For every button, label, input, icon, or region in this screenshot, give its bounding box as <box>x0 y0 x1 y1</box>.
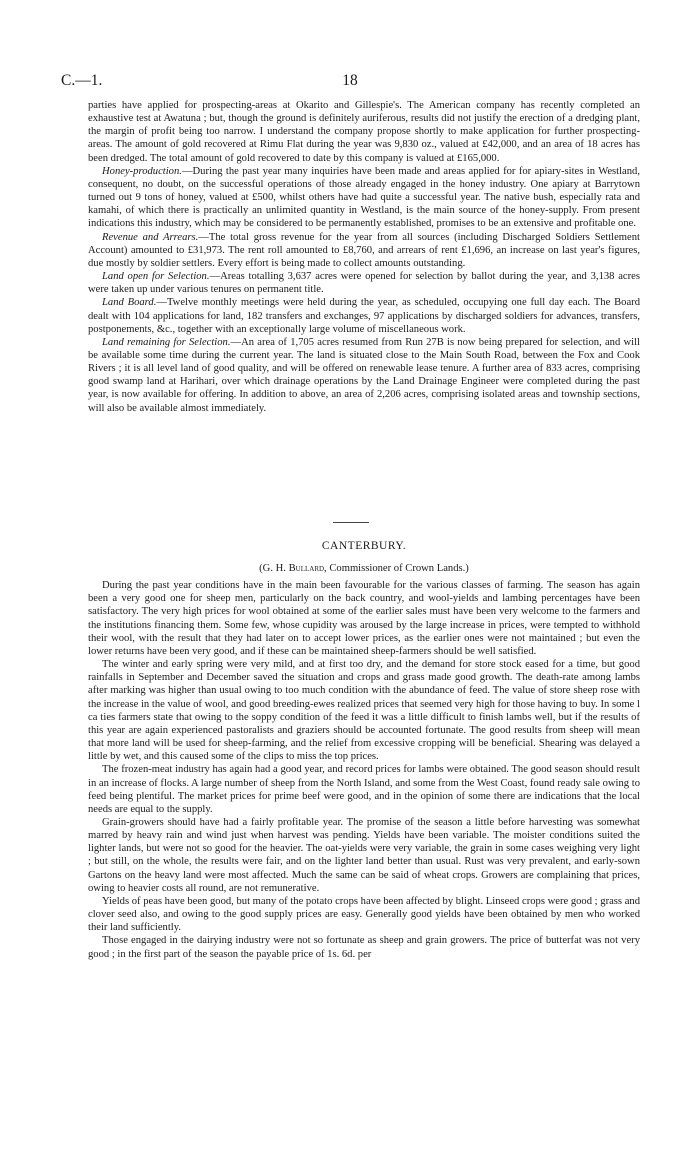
document-reference: C.—1. <box>61 72 103 89</box>
section-title-canterbury: CANTERBURY. <box>321 540 407 552</box>
paragraph-land-remaining <box>88 336 640 415</box>
paragraph-honey <box>88 165 640 231</box>
section-divider <box>333 522 369 523</box>
canterbury-section <box>88 562 640 961</box>
subheading-land-board: Land Board. <box>102 297 157 309</box>
westland-section <box>88 99 640 415</box>
subheading-honey: Honey-production. <box>102 165 182 177</box>
commissioner-open: (G. H. <box>259 563 289 574</box>
paragraph-land-open <box>88 270 640 296</box>
paragraph-land-open-text: —Areas totalling 3,637 acres were opened for selection by ballot during the year, and 3,138 acres were taken up under various tenures on permanent title. <box>88 271 640 296</box>
paragraph-land-remaining-text: —An area of 1,705 acres resumed from Run 27B is now being prepared for selection, and will be available some time during the current year. The land is situated close to the Main South Road, between the Fox and Cook Rivers ; it is all level land of good quality, and will be offered on renewable lease tenure. A further area of 833 acres, comprising good swamp land at Harihari, over which drainage operations by the Land Drainage Engineer were completed during the past year, is now available for offering. In addition to above, an area of 2,206 acres, comprising isolated areas and township sections, will also be available almost immediately. <box>88 336 640 414</box>
paragraph-dredging: parties have applied for prospecting-areas at Okarito and Gillespie's. The American company has recently completed an exhaustive test at Awatuna ; but, though the ground is definitely auriferous, results did not justify the erection of a dredging plant, the margin of profit being too narrow. I understand the company propose shortly to make application for further prospecting-areas. The amount of gold recovered at Rimu Flat during the year was 9,830 oz., valued at £42,000, and an area of 18 acres has been dredged. The total amount of gold recovered to date by this company is valued at £165,000. <box>88 100 640 164</box>
paragraph-land-board <box>88 296 640 335</box>
paragraph-dairying: Those engaged in the dairying industry were not so fortunate as sheep and grain growers. The price of butterfat was not very good ; in the first part of the season the payable price of 1s. 6d. per <box>88 935 640 960</box>
paragraph-revenue-text: —The total gross revenue for the year from all sources (including Discharged Soldiers Settlement Account) amounted to £31,973. The rent roll amounted to £8,760, and arrears of rent £1,696, an increase on last year's figures, due mostly by soldier settlers. Every effort is being made to collect amounts outstanding. <box>88 231 640 269</box>
paragraph-revenue <box>88 231 640 270</box>
subheading-revenue: Revenue and Arrears. <box>102 231 199 243</box>
paragraph-winter: The winter and early spring were very mild, and at first too dry, and the demand for store stock eased for a time, but good rainfalls in September and December saved the situation and crops and grass made good growth. The death-rate among lambs after marking was higher than usual owing to too much condition with the abundance of feed. The value of store sheep rose with the increase in the value of wool, and good breeding-ewes realized prices that seemed very high for those having to buy. In some l ca ties farmers state that owing to the soppy condition of the feed it was a little difficult to finish lambs well, but if the results of this year are again experienced pastoralists and graziers should be accounted fortunate. The good results from sheep will mean that more land will be used for sheep-farming, and the relief from excessive cropping will be beneficial. Shearing was delayed a little by wet, and this caused some of the clips to miss the top prices. <box>88 659 640 763</box>
paragraph-conditions: During the past year conditions have in the main been favourable for the various classes of farming. The season has again been a very good one for sheep men, particularly on the back country, and wool-yields and lambing percentages have been satisfactory. The very high prices for wool obtained at some of the earlier sales must have been very welcome to the farmers and the institutions financing them. Some few, whose cupidity was aroused by the large increase in prices, were tempted to withhold their wool, with the result that they had later on to accept lower prices, as the earlier ones were not maintained ; but even the lower returns have been very good, and if these can be maintained sheep-farmers should be well satisfied. <box>88 580 640 657</box>
commissioner-close: , Commissioner of Crown Lands.) <box>324 563 469 574</box>
subheading-land-open: Land open for Selection. <box>102 271 210 283</box>
commissioner-name: Bullard <box>288 563 325 574</box>
subheading-land-remaining: Land remaining for Selection. <box>102 336 231 348</box>
paragraph-land-board-text: —Twelve monthly meetings were held during the year, as scheduled, occupying one full day each. The Board dealt with 104 applications for land, 182 transfers and exchanges, 97 applications by discharged soldiers for advances, transfers, postponements, &c., together with an exceptionally large volume of miscellaneous work. <box>88 297 640 335</box>
paragraph-grain: Grain-growers should have had a fairly profitable year. The promise of the season a little before harvesting was somewhat marred by heavy rain and wind just when harvest was pending. Yields have been variable. The moister conditions suited the lighter lands, but were not so good for the heavier. The oat-yields were very variable, the grain in some cases weighing very light ; but still, on the whole, the results were fair, and on the lighter land better than usual. Rust was very prevalent, and early-sown Gartons on the heavy land were most affected. Much the same can be said of wheat crops. Growers are complaining that prices, owing to heavier costs all round, are not remunerative. <box>88 816 640 894</box>
page-number: 18 <box>342 72 358 89</box>
commissioner-line <box>88 562 640 575</box>
paragraph-frozen-meat: The frozen-meat industry has again had a good year, and record prices for lambs were obtained. The good season should result in an increase of flocks. A large number of sheep from the North Island, and some from the West Coast, found ready sale owing to feed being plentiful. The market prices for prime beef were good, and in the opinion of some there are indications that the local needs are equal to the supply. <box>88 764 640 815</box>
paragraph-honey-text: —During the past year many inquiries have been made and areas applied for for apiary-sites in Westland, consequent, no doubt, on the successful operations of those already engaged in the honey industry. One apiary at Barrytown turned out 9 tons of honey, valued at £500, whilst others have had quite a successful year. The native bush, especially rata and kamahi, of which there is practically an unlimited quantity in Westland, is the main source of the honey-supply. From present indications this industry, which may be considered to be permanently established, promises to be an extensive and profitable one. <box>88 165 640 230</box>
paragraph-peas: Yields of peas have been good, but many of the potato crops have been affected by blight. Linseed crops were good ; grass and clover seed also, and owing to the good supply prices are easy. Generally good yields have been obtained by men who worked their land sufficiently. <box>88 895 640 934</box>
